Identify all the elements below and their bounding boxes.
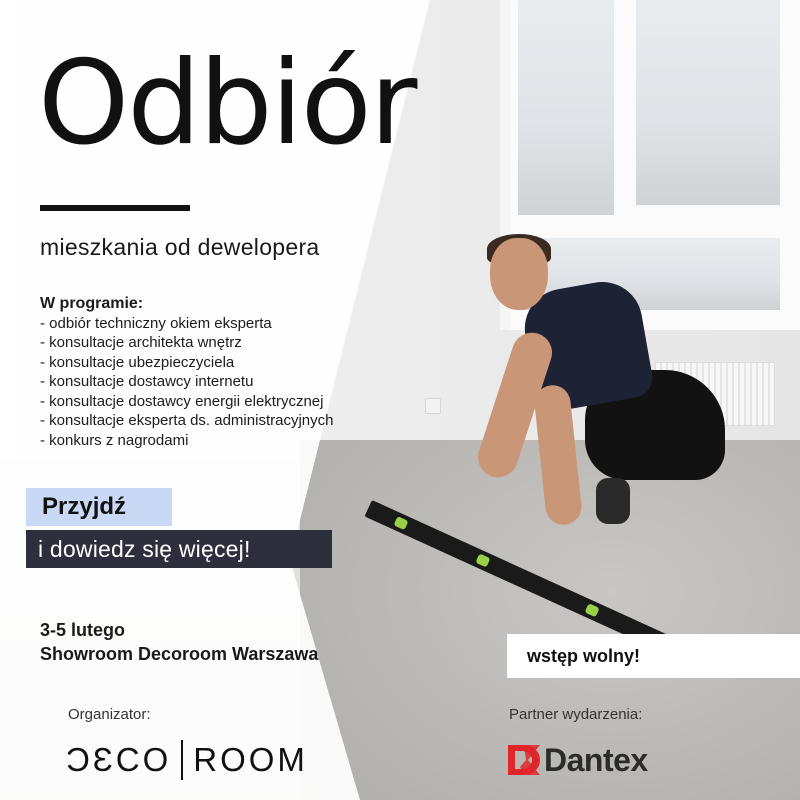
event-date: 3-5 lutego — [40, 620, 126, 640]
program-item: - konsultacje dostawcy internetu — [40, 373, 254, 390]
dantex-mark-icon — [506, 743, 542, 777]
decoroom-logo-right: ROOM — [193, 741, 308, 778]
program-item: - konsultacje dostawcy energii elektrycznej — [40, 392, 324, 410]
program-heading: W programie: — [40, 295, 144, 312]
program-item: - konsultacje architekta wnętrz — [40, 334, 242, 351]
cta-learn-more-badge: i dowiedz się więcej! — [26, 530, 332, 568]
event-info — [40, 618, 318, 666]
page-title: Odbiór — [38, 36, 416, 171]
event-location: Showroom Decoroom Warszawa — [40, 644, 319, 664]
decoroom-logo-left: ƆƐCO — [66, 741, 172, 778]
program-item: - konkurs z nagrodami — [40, 431, 189, 449]
program-item: - konsultacje ubezpieczyciela — [40, 353, 235, 371]
program-item: - konsultacje eksperta ds. administracyjnych — [40, 412, 334, 429]
title-underline — [40, 205, 190, 211]
program-item: - odbiór techniczny okiem eksperta — [40, 314, 272, 332]
page-subtitle: mieszkania od dewelopera — [40, 234, 320, 260]
free-entry-badge: wstęp wolny! — [507, 634, 800, 678]
partner-label: Partner wydarzenia: — [509, 706, 643, 723]
cta-come-badge: Przyjdź — [26, 488, 172, 526]
organizer-label: Organizator: — [68, 706, 151, 723]
dantex-logo — [506, 742, 648, 778]
decoroom-logo-divider — [181, 740, 183, 780]
dantex-logo-text: Dantex — [544, 741, 648, 778]
decoroom-logo — [66, 740, 308, 780]
program-list — [40, 294, 333, 450]
